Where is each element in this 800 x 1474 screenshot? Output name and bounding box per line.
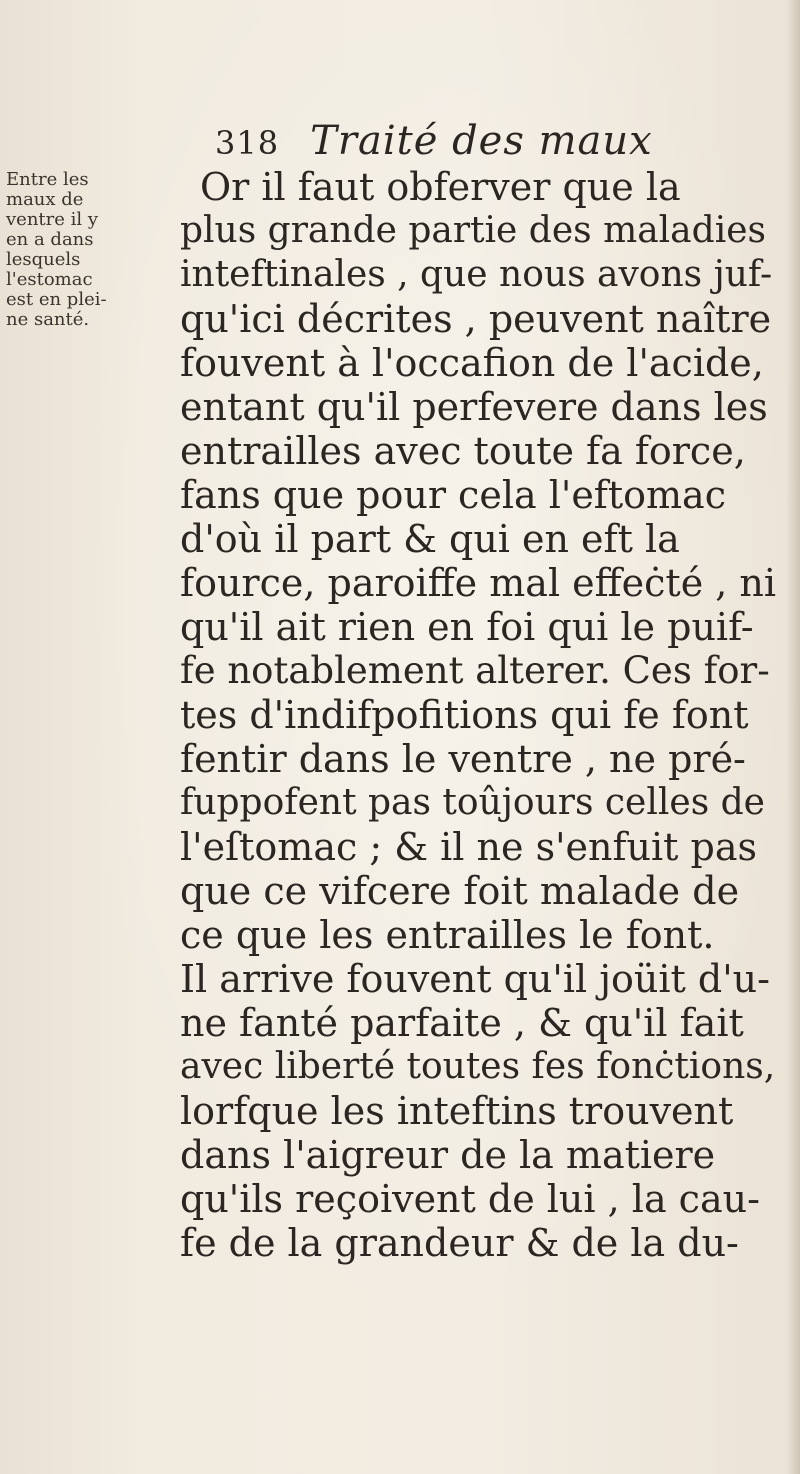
body-text (180, 165, 780, 1265)
text-line: entant qu'il perfevere dans les (180, 385, 768, 429)
text-line: fe notablement alterer. Ces for- (180, 649, 770, 692)
text-line: fentir dans le ventre , ne pré- (180, 737, 746, 781)
margin-note-line: est en plei- (6, 289, 107, 310)
text-line: fuppofent pas toûjours celles de (180, 782, 765, 823)
text-line: fource, paroiffe mal effeċté , ni (180, 561, 777, 605)
margin-note-line: ventre il y (6, 209, 99, 230)
text-line: entrailles avec toute fa force, (180, 429, 746, 473)
page-edge-shadow (786, 0, 800, 1474)
text-line: Il arrive fouvent qu'il joüit d'u- (180, 957, 770, 1001)
margin-note-line: ne santé. (6, 309, 90, 330)
margin-note (6, 170, 156, 330)
text-line: avec liberté toutes fes fonċtions, (180, 1046, 776, 1087)
page-header (215, 118, 653, 168)
text-line: ne fanté parfaite , & qu'il fait (180, 1001, 744, 1045)
margin-note-line: l'estomac (6, 269, 93, 290)
text-line: fouvent à l'occafion de l'acide, (180, 341, 764, 385)
text-line: qu'il ait rien en foi qui le puif- (180, 605, 754, 649)
running-head: Traité des maux (310, 118, 653, 164)
text-line: qu'ici décrites , peuvent naître (180, 297, 772, 341)
text-line: inteftinales , que nous avons juf- (180, 254, 773, 295)
text-line: lorfque les inteftins trouvent (180, 1089, 734, 1133)
text-line: Or il faut obferver que la (200, 165, 681, 209)
text-line: l'eſtomac ; & il ne s'enfuit pas (180, 825, 757, 869)
margin-note-line: lesquels (6, 249, 81, 270)
margin-note-line: maux de (6, 189, 84, 210)
page-number: 318 (215, 124, 280, 162)
text-line: que ce vifcere foit malade de (180, 869, 740, 913)
text-line: d'où il part & qui en eft la (180, 517, 680, 561)
text-line: ce que les entrailles le font. (180, 913, 715, 957)
text-line: fans que pour cela l'eftomac (180, 473, 726, 517)
margin-note-line: en a dans (6, 229, 94, 250)
text-line: plus grande partie des maladies (180, 210, 766, 251)
text-line: qu'ils reçoivent de lui , la cau- (180, 1177, 760, 1221)
text-line: fe de la grandeur & de la du- (180, 1221, 739, 1265)
margin-note-line: Entre les (6, 169, 89, 190)
text-line: tes d'indifpofitions qui fe font (180, 693, 749, 737)
text-line: dans l'aigreur de la matiere (180, 1133, 716, 1177)
